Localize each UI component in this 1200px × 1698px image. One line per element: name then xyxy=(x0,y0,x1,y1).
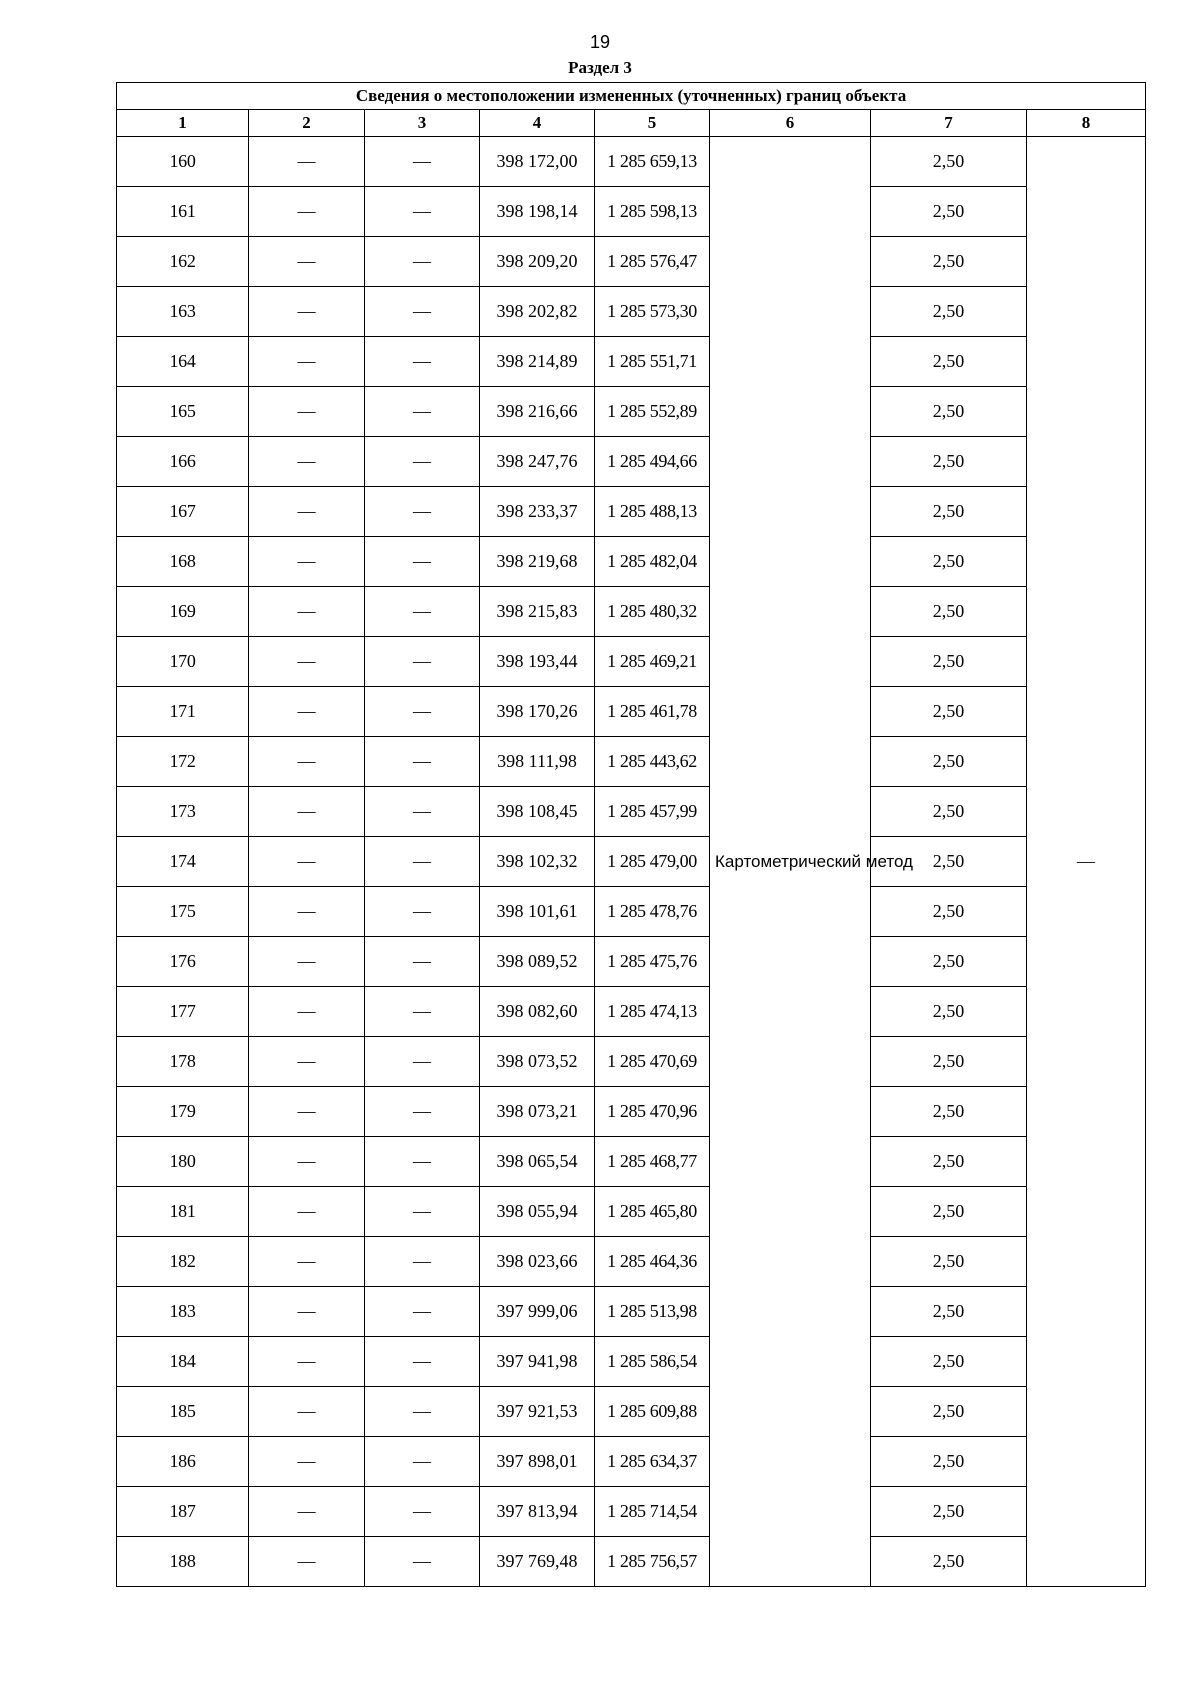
accuracy-cell: 2,50 xyxy=(871,537,1027,587)
y-coordinate-cell: 1 285 551,71 xyxy=(595,337,710,387)
point-number-cell: 186 xyxy=(117,1437,249,1487)
x-coordinate-cell: 398 209,20 xyxy=(480,237,595,287)
table-caption: Сведения о местоположении измененных (уточненных) границ объекта xyxy=(117,83,1146,110)
accuracy-cell: 2,50 xyxy=(871,637,1027,687)
column-3-cell: — xyxy=(365,287,480,337)
point-number-cell: 178 xyxy=(117,1037,249,1087)
column-2-cell: — xyxy=(249,1037,365,1087)
point-number-cell: 165 xyxy=(117,387,249,437)
column-2-cell: — xyxy=(249,1337,365,1387)
accuracy-cell: 2,50 xyxy=(871,587,1027,637)
point-number-cell: 171 xyxy=(117,687,249,737)
column-3-cell: — xyxy=(365,237,480,287)
y-coordinate-cell: 1 285 469,21 xyxy=(595,637,710,687)
method-text: Картометрический метод xyxy=(715,851,913,871)
column-3-cell: — xyxy=(365,1537,480,1587)
column-2-cell: — xyxy=(249,1537,365,1587)
point-number-cell: 184 xyxy=(117,1337,249,1387)
column-3-cell: — xyxy=(365,1337,480,1387)
page-number: 19 xyxy=(589,32,611,52)
column-3-cell: — xyxy=(365,737,480,787)
point-number-cell: 172 xyxy=(117,737,249,787)
column-3-cell: — xyxy=(365,337,480,387)
x-coordinate-cell: 398 023,66 xyxy=(480,1237,595,1287)
y-coordinate-cell: 1 285 443,62 xyxy=(595,737,710,787)
column-3-cell: — xyxy=(365,1437,480,1487)
column-number: 3 xyxy=(365,110,480,137)
y-coordinate-cell: 1 285 482,04 xyxy=(595,537,710,587)
x-coordinate-cell: 398 111,98 xyxy=(480,737,595,787)
column-3-cell: — xyxy=(365,1187,480,1237)
point-number-cell: 183 xyxy=(117,1287,249,1337)
accuracy-cell: 2,50 xyxy=(871,937,1027,987)
table-row xyxy=(117,1187,1146,1237)
column-number: 5 xyxy=(595,110,710,137)
column-number: 6 xyxy=(710,110,871,137)
column-3-cell: — xyxy=(365,887,480,937)
point-number-cell: 167 xyxy=(117,487,249,537)
point-number-cell: 163 xyxy=(117,287,249,337)
table-row xyxy=(117,1287,1146,1337)
table-row xyxy=(117,287,1146,337)
table-row xyxy=(117,387,1146,437)
y-coordinate-cell: 1 285 464,36 xyxy=(595,1237,710,1287)
accuracy-cell: 2,50 xyxy=(871,1087,1027,1137)
accuracy-cell: 2,50 xyxy=(871,837,1027,887)
column-2-cell: — xyxy=(249,587,365,637)
accuracy-cell: 2,50 xyxy=(871,737,1027,787)
y-coordinate-cell: 1 285 513,98 xyxy=(595,1287,710,1337)
column-number: 4 xyxy=(480,110,595,137)
column-3-cell: — xyxy=(365,987,480,1037)
accuracy-cell: 2,50 xyxy=(871,787,1027,837)
y-coordinate-cell: 1 285 461,78 xyxy=(595,687,710,737)
x-coordinate-cell: 398 216,66 xyxy=(480,387,595,437)
table-row xyxy=(117,1437,1146,1487)
accuracy-cell: 2,50 xyxy=(871,237,1027,287)
column-2-cell: — xyxy=(249,337,365,387)
column-number: 1 xyxy=(117,110,249,137)
x-coordinate-cell: 398 170,26 xyxy=(480,687,595,737)
column-2-cell: — xyxy=(249,487,365,537)
x-coordinate-cell: 398 219,68 xyxy=(480,537,595,587)
table-row xyxy=(117,487,1146,537)
point-number-cell: 188 xyxy=(117,1537,249,1587)
point-number-cell: 162 xyxy=(117,237,249,287)
table-row xyxy=(117,1537,1146,1587)
x-coordinate-cell: 398 101,61 xyxy=(480,887,595,937)
table-row xyxy=(117,1087,1146,1137)
table-body xyxy=(117,137,1146,1587)
accuracy-cell: 2,50 xyxy=(871,287,1027,337)
y-coordinate-cell: 1 285 609,88 xyxy=(595,1387,710,1437)
table-row xyxy=(117,987,1146,1037)
x-coordinate-cell: 397 813,94 xyxy=(480,1487,595,1537)
table-row xyxy=(117,1037,1146,1087)
x-coordinate-cell: 398 082,60 xyxy=(480,987,595,1037)
table-row xyxy=(117,437,1146,487)
table-row xyxy=(117,1137,1146,1187)
table-row xyxy=(117,187,1146,237)
accuracy-cell: 2,50 xyxy=(871,1287,1027,1337)
point-number-cell: 181 xyxy=(117,1187,249,1237)
point-number-cell: 177 xyxy=(117,987,249,1037)
accuracy-cell: 2,50 xyxy=(871,337,1027,387)
point-number-cell: 179 xyxy=(117,1087,249,1137)
column-2-cell: — xyxy=(249,687,365,737)
y-coordinate-cell: 1 285 576,47 xyxy=(595,237,710,287)
column-3-cell: — xyxy=(365,687,480,737)
point-number-cell: 169 xyxy=(117,587,249,637)
y-coordinate-cell: 1 285 465,80 xyxy=(595,1187,710,1237)
y-coordinate-cell: 1 285 488,13 xyxy=(595,487,710,537)
column-2-cell: — xyxy=(249,1187,365,1237)
point-number-cell: 185 xyxy=(117,1387,249,1437)
table-row xyxy=(117,787,1146,837)
table-row xyxy=(117,137,1146,187)
x-coordinate-cell: 398 247,76 xyxy=(480,437,595,487)
y-coordinate-cell: 1 285 479,00 xyxy=(595,837,710,887)
accuracy-cell: 2,50 xyxy=(871,1187,1027,1237)
accuracy-cell: 2,50 xyxy=(871,187,1027,237)
accuracy-cell: 2,50 xyxy=(871,387,1027,437)
x-coordinate-cell: 398 193,44 xyxy=(480,637,595,687)
column-2-cell: — xyxy=(249,637,365,687)
column-3-cell: — xyxy=(365,537,480,587)
accuracy-cell: 2,50 xyxy=(871,1237,1027,1287)
x-coordinate-cell: 397 999,06 xyxy=(480,1287,595,1337)
table-row xyxy=(117,637,1146,687)
table-row xyxy=(117,737,1146,787)
x-coordinate-cell: 398 172,00 xyxy=(480,137,595,187)
column-3-cell: — xyxy=(365,1487,480,1537)
y-coordinate-cell: 1 285 475,76 xyxy=(595,937,710,987)
y-coordinate-cell: 1 285 552,89 xyxy=(595,387,710,437)
table-row xyxy=(117,937,1146,987)
column-3-cell: — xyxy=(365,937,480,987)
column-3-cell: — xyxy=(365,487,480,537)
accuracy-cell: 2,50 xyxy=(871,1137,1027,1187)
x-coordinate-cell: 397 921,53 xyxy=(480,1387,595,1437)
y-coordinate-cell: 1 285 478,76 xyxy=(595,887,710,937)
x-coordinate-cell: 398 065,54 xyxy=(480,1137,595,1187)
column-3-cell: — xyxy=(365,837,480,887)
x-coordinate-cell: 398 214,89 xyxy=(480,337,595,387)
column-3-cell: — xyxy=(365,1237,480,1287)
column-3-cell: — xyxy=(365,137,480,187)
x-coordinate-cell: 398 215,83 xyxy=(480,587,595,637)
accuracy-cell: 2,50 xyxy=(871,687,1027,737)
accuracy-cell: 2,50 xyxy=(871,1387,1027,1437)
column-2-cell: — xyxy=(249,1237,365,1287)
column-2-cell: — xyxy=(249,387,365,437)
y-coordinate-cell: 1 285 634,37 xyxy=(595,1437,710,1487)
column-2-cell: — xyxy=(249,437,365,487)
column-2-cell: — xyxy=(249,1437,365,1487)
column-2-cell: — xyxy=(249,1087,365,1137)
y-coordinate-cell: 1 285 714,54 xyxy=(595,1487,710,1537)
column-2-cell: — xyxy=(249,237,365,287)
column-2-cell: — xyxy=(249,987,365,1037)
section-title: Раздел 3 xyxy=(568,58,632,77)
y-coordinate-cell: 1 285 756,57 xyxy=(595,1537,710,1587)
column-number: 2 xyxy=(249,110,365,137)
column-2-cell: — xyxy=(249,1287,365,1337)
y-coordinate-cell: 1 285 470,96 xyxy=(595,1087,710,1137)
y-coordinate-cell: 1 285 457,99 xyxy=(595,787,710,837)
column-3-cell: — xyxy=(365,1137,480,1187)
y-coordinate-cell: 1 285 586,54 xyxy=(595,1337,710,1387)
column-3-cell: — xyxy=(365,1087,480,1137)
column-2-cell: — xyxy=(249,137,365,187)
column-2-cell: — xyxy=(249,537,365,587)
table-row xyxy=(117,587,1146,637)
accuracy-cell: 2,50 xyxy=(871,137,1027,187)
y-coordinate-cell: 1 285 659,13 xyxy=(595,137,710,187)
point-number-cell: 160 xyxy=(117,137,249,187)
y-coordinate-cell: 1 285 480,32 xyxy=(595,587,710,637)
y-coordinate-cell: 1 285 470,69 xyxy=(595,1037,710,1087)
column-3-cell: — xyxy=(365,587,480,637)
column-2-cell: — xyxy=(249,737,365,787)
column-number: 7 xyxy=(871,110,1027,137)
method-cell xyxy=(710,137,913,1587)
point-number-cell: 176 xyxy=(117,937,249,987)
x-coordinate-cell: 398 108,45 xyxy=(480,787,595,837)
accuracy-cell: 2,50 xyxy=(871,487,1027,537)
column-3-cell: — xyxy=(365,1287,480,1337)
point-number-cell: 161 xyxy=(117,187,249,237)
table-row xyxy=(117,1337,1146,1387)
point-number-cell: 164 xyxy=(117,337,249,387)
column-2-cell: — xyxy=(249,1487,365,1537)
table-row xyxy=(117,1487,1146,1537)
x-coordinate-cell: 398 233,37 xyxy=(480,487,595,537)
table-row xyxy=(117,837,1146,887)
table-row xyxy=(117,887,1146,937)
y-coordinate-cell: 1 285 573,30 xyxy=(595,287,710,337)
column-3-cell: — xyxy=(365,787,480,837)
accuracy-cell: 2,50 xyxy=(871,1437,1027,1487)
x-coordinate-cell: 398 202,82 xyxy=(480,287,595,337)
table-row xyxy=(117,337,1146,387)
column-2-cell: — xyxy=(249,287,365,337)
point-number-cell: 168 xyxy=(117,537,249,587)
accuracy-cell: 2,50 xyxy=(871,1337,1027,1387)
column-3-cell: — xyxy=(365,1387,480,1437)
y-coordinate-cell: 1 285 494,66 xyxy=(595,437,710,487)
x-coordinate-cell: 398 198,14 xyxy=(480,187,595,237)
column-2-cell: — xyxy=(249,787,365,837)
x-coordinate-cell: 398 055,94 xyxy=(480,1187,595,1237)
column-2-cell: — xyxy=(249,937,365,987)
x-coordinate-cell: 398 102,32 xyxy=(480,837,595,887)
column-2-cell: — xyxy=(249,187,365,237)
point-number-cell: 187 xyxy=(117,1487,249,1537)
column-number-row xyxy=(117,110,1146,137)
x-coordinate-cell: 398 073,21 xyxy=(480,1087,595,1137)
point-number-cell: 170 xyxy=(117,637,249,687)
accuracy-cell: 2,50 xyxy=(871,987,1027,1037)
column-3-cell: — xyxy=(365,1037,480,1087)
x-coordinate-cell: 397 898,01 xyxy=(480,1437,595,1487)
column-3-cell: — xyxy=(365,187,480,237)
accuracy-cell: 2,50 xyxy=(871,1537,1027,1587)
column-3-cell: — xyxy=(365,387,480,437)
column-8-cell: — xyxy=(1027,137,1146,1587)
table-row xyxy=(117,1387,1146,1437)
point-number-cell: 182 xyxy=(117,1237,249,1287)
table-row xyxy=(117,537,1146,587)
point-number-cell: 173 xyxy=(117,787,249,837)
accuracy-cell: 2,50 xyxy=(871,437,1027,487)
column-2-cell: — xyxy=(249,837,365,887)
accuracy-cell: 2,50 xyxy=(871,1037,1027,1087)
accuracy-cell: 2,50 xyxy=(871,1487,1027,1537)
point-number-cell: 174 xyxy=(117,837,249,887)
x-coordinate-cell: 398 089,52 xyxy=(480,937,595,987)
column-2-cell: — xyxy=(249,887,365,937)
point-number-cell: 180 xyxy=(117,1137,249,1187)
column-3-cell: — xyxy=(365,437,480,487)
table-row xyxy=(117,237,1146,287)
column-2-cell: — xyxy=(249,1137,365,1187)
table-row xyxy=(117,1237,1146,1287)
y-coordinate-cell: 1 285 598,13 xyxy=(595,187,710,237)
x-coordinate-cell: 398 073,52 xyxy=(480,1037,595,1087)
x-coordinate-cell: 397 941,98 xyxy=(480,1337,595,1387)
column-3-cell: — xyxy=(365,637,480,687)
y-coordinate-cell: 1 285 474,13 xyxy=(595,987,710,1037)
column-2-cell: — xyxy=(249,1387,365,1437)
table-row xyxy=(117,687,1146,737)
point-number-cell: 166 xyxy=(117,437,249,487)
column-number: 8 xyxy=(1027,110,1146,137)
accuracy-cell: 2,50 xyxy=(871,887,1027,937)
y-coordinate-cell: 1 285 468,77 xyxy=(595,1137,710,1187)
point-number-cell: 175 xyxy=(117,887,249,937)
x-coordinate-cell: 397 769,48 xyxy=(480,1537,595,1587)
boundary-coordinates-table xyxy=(116,82,1146,1587)
